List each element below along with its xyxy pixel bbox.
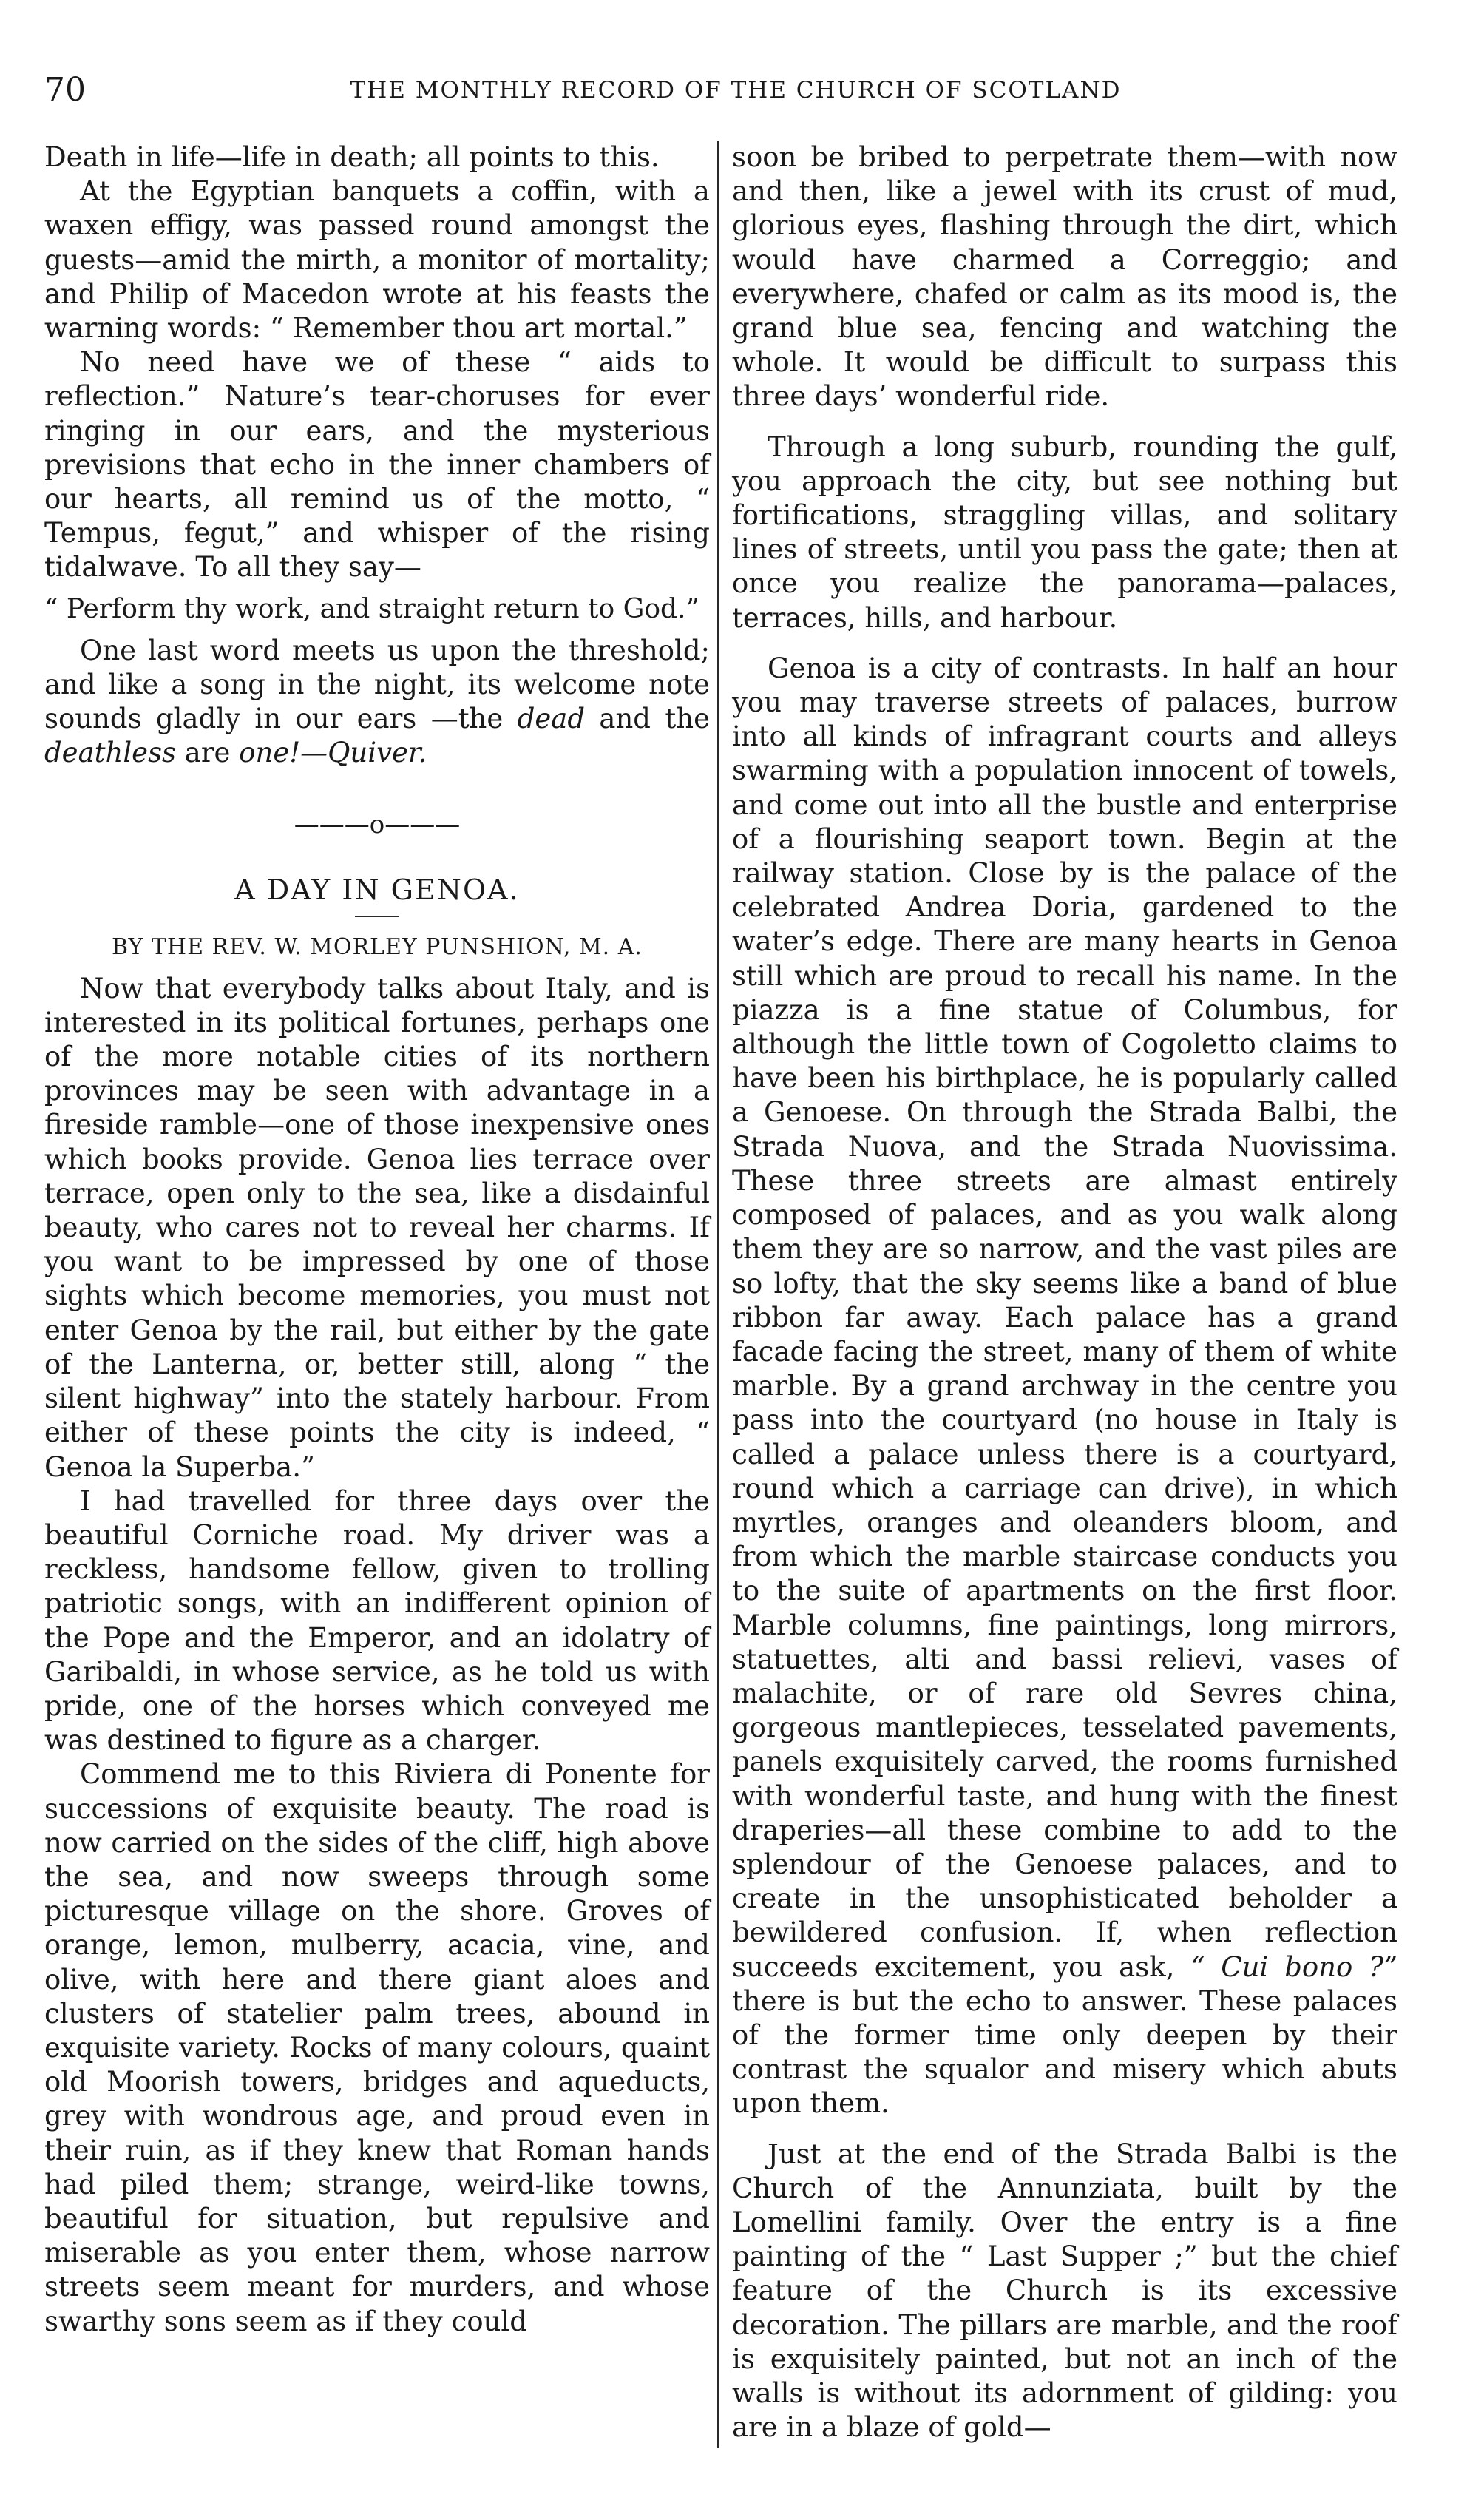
- page-header: [44, 68, 1427, 112]
- left-column: [44, 141, 710, 2339]
- article-title: A DAY IN GENOA.: [234, 873, 520, 906]
- paragraph: Just at the end of the Strada Balbi is the Church of the Annunziata, built by the Lomellini family. Over the entry is a fine painting of the “ Last Supper ;” but the chief feature of the Church is its excessive decoration. The pillars are marble, and the roof is exquisitely painted, but not an inch of the walls is without its adornment of gilding: you are in a blaze of gold—: [732, 2138, 1397, 2444]
- right-column: [732, 141, 1397, 2445]
- paragraph-text: and the: [585, 703, 710, 735]
- section-ornament: ———o———: [294, 809, 461, 840]
- paragraph: soon be bribed to perpetrate them—with now and then, like a jewel with its crust of mud, glorious eyes, flashing through the dirt, which would have charmed a Correggio; and everywhere, chafed or calm as its mood is, the grand blue sea, fencing and watching the whole. It would be difficult to surpass this three days’ wonderful ride.: [732, 141, 1397, 413]
- title-rule: [355, 916, 399, 917]
- italic-word: deathless: [44, 737, 177, 769]
- column-divider: [717, 141, 719, 2448]
- paragraph: Now that everybody talks about Italy, and is interested in its political fortunes, perhaps one of the more notable cities of its northern provinces may be seen with advantage in a fireside ramble—one of those inexpensive ones which books provide. Genoa lies terrace over terrace, open only to the sea, like a disdainful beauty, who cares not to reveal her charms. If you want to be impressed by one of those sights which become memories, you must not enter Genoa by the rail, but either by the gate of the Lanterna, or, better still, along “ the silent highway” into the stately harbour. From either of these points the city is indeed, “ Genoa la Superba.”: [44, 972, 710, 1483]
- quotation: “ Perform thy work, and straight return to God.”: [44, 593, 699, 624]
- paragraph: I had travelled for three days over the beautiful Corniche road. My driver was a reckless, handsome fellow, given to trolling patriotic songs, with an indifferent opinion of the Pope and the Emperor, and an idolatry of Garibaldi, in whose service, as he told us with pride, one of the horses which conveyed me was destined to figure as a charger.: [44, 1484, 710, 1757]
- paragraph: [44, 634, 710, 771]
- paragraph-text: there is but the echo to answer. These palaces of the former time only deepen by their contrast the squalor and misery which abuts upon them.: [732, 1984, 1397, 2120]
- italic-phrase: “ Cui bono ?”: [1190, 1950, 1397, 1983]
- article-byline: BY THE REV. W. MORLEY PUNSHION, M. A.: [112, 933, 643, 960]
- page-number: 70: [44, 71, 86, 109]
- paragraph: [732, 652, 1397, 2121]
- italic-attribution: one!—Quiver.: [239, 737, 427, 769]
- paragraph-text: are: [176, 737, 240, 769]
- paragraph: Through a long suburb, rounding the gulf, you approach the city, but see nothing but fortifications, straggling villas, and solitary lines of streets, until you pass the gate; then at once you realize the panorama—palaces, terraces, hills, and harbour.: [732, 430, 1397, 634]
- running-title: THE MONTHLY RECORD OF THE CHURCH OF SCOTLAND: [350, 77, 1122, 104]
- paragraph: Death in life—life in death; all points to this.: [44, 141, 660, 173]
- paragraph-text: Genoa is a city of contrasts. In half an hour you may traverse streets of palaces, burrow into all kinds of infragrant courts and alleys swarming with a population innocent of towels, and come out into all the bustle and enterprise of a flourishing seaport town. Begin at the railway station. Close by is the palace of the celebrated Andrea Doria, gardened to the water’s edge. There are many hearts in Genoa still which are proud to recall his name. In the piazza is a fine statue of Columbus, for although the little town of Cogoletto claims to have been his birthplace, he is popularly called a Genoese. On through the Strada Balbi, the Strada Nuova, and the Strada Nuovissima. These three streets are almast entirely composed of palaces, and as you walk along them they are so narrow, and the vast piles are so lofty, that the sky seems like a band of blue ribbon far away. Each palace has a grand facade facing the street, many of them of white marble. By a grand archway in the centre you pass into the courtyard (no house in Italy is called a palace unless there is a courtyard, round which a carriage can drive), in which myrtles, oranges and oleanders bloom, and from which the marble staircase conducts you to the suite of apartments on the first floor. Marble columns, fine paintings, long mirrors, statuettes, alti and bassi relievi, vases of malachite, or of rare old Sevres china, gorgeous mantlepieces, tesselated pavements, panels exquisitely carved, the rooms furnished with wonderful taste, and hung with the finest draperies—all these combine to add to the splendour of the Genoese palaces, and to create in the unsophisticated beholder a bewildered confusion. If, when reflection succeeds excitement, you ask,: [732, 652, 1397, 1983]
- paragraph: Commend me to this Riviera di Ponente for successions of exquisite beauty. The road is now carried on the sides of the cliff, high above the sea, and now sweeps through some picturesque village on the shore. Groves of orange, lemon, mulberry, acacia, vine, and olive, with here and there giant aloes and clusters of statelier palm trees, abound in exquisite variety. Rocks of many colours, quaint old Moorish towers, bridges and aqueducts, grey with wondrous age, and proud even in their ruin, as if they knew that Roman hands had piled them; strange, weird-like towns, beautiful for situation, but repulsive and miserable as you enter them, whose narrow streets seem meant for murders, and whose swarthy sons seem as if they could: [44, 1758, 710, 2337]
- paragraph: No need have we of these “ aids to reflection.” Nature’s tear-choruses for ever ringing in our ears, and the mysterious previsions that echo in the inner chambers of our hearts, all remind us of the motto, “ Tempus, fegut,” and whisper of the rising tidalwave. To all they say—: [44, 346, 710, 584]
- italic-word: dead: [517, 703, 586, 735]
- paragraph: At the Egyptian banquets a coffin, with a waxen effigy, was passed round amongst the guests—amid the mirth, a monitor of mortality; and Philip of Macedon wrote at his feasts the warning words: “ Remember thou art mortal.”: [44, 175, 710, 345]
- paragraph-text: One last word meets us upon the threshold; and like a song in the night, its welcome note sounds gladly in our ears —the: [44, 634, 710, 735]
